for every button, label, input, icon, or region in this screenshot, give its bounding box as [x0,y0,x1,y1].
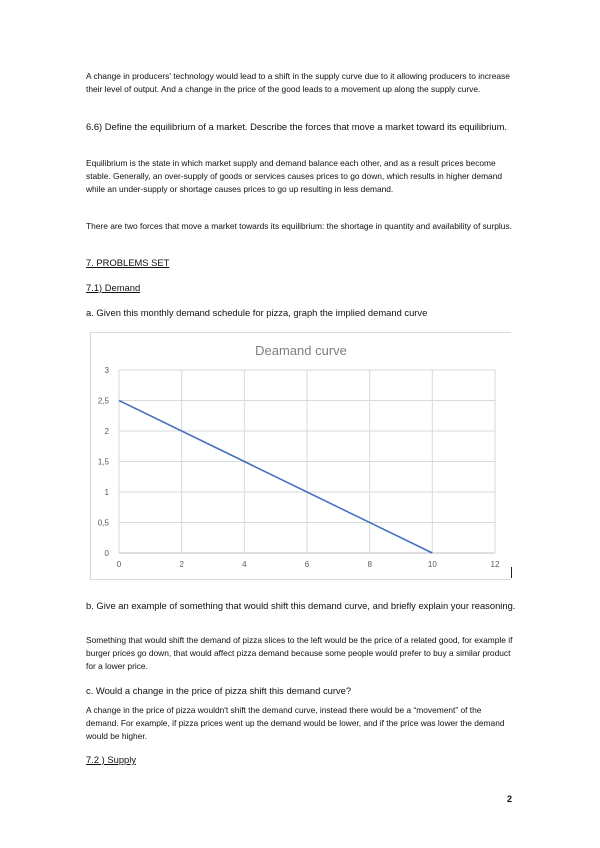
section-heading-problems-set: 7. PROBLEMS SET [86,257,170,268]
section-heading-demand: 7.1) Demand [86,282,141,293]
page-number: 2 [507,794,513,804]
y-tick-label: 3 [104,366,109,375]
demand-series-line [119,401,432,554]
x-tick-label: 6 [304,560,310,569]
y-tick-label: 2 [104,427,109,436]
question-b: b. Give an example of something that would shift this demand curve, and briefly explain your reasoning. [86,600,516,611]
x-tick-label: 12 [490,560,500,569]
demand-chart-svg [91,333,511,579]
answer-c: A change in the price of pizza wouldn't shift the demand curve, instead there would be a “movement” of the demand. For example, if pizza prices went up the demand would be lower, and if the price was lower the demand would be higher. [86,705,505,741]
y-tick-label: 1 [104,488,109,497]
x-tick-label: 0 [116,560,122,569]
x-tick-label: 2 [179,560,184,569]
x-tick-label: 4 [242,560,247,569]
x-tick-label: 10 [427,560,437,569]
answer-6-6-equilibrium: Equilibrium is the state in which market supply and demand balance each other, and as a result prices become stable. Generally, an over-supply of goods or services causes prices to go down, which results in higher demand while an under-supply or shortage causes prices to go up resulting in less demand. [86,158,503,194]
demand-chart [90,332,511,580]
answer-b: Something that would shift the demand of pizza slices to the left would be the price of a related good, for example if burger prices go down, that would affect pizza demand because some people would prefer to buy a similar product for a lower price. [86,635,513,671]
y-tick-label: 1,5 [97,457,109,467]
section-heading-supply: 7.2 ) Supply [86,754,137,765]
question-c: c. Would a change in the price of pizza shift this demand curve? [86,685,352,696]
chart-title: Deamand curve [255,343,347,358]
paragraph-supply-technology: A change in producers' technology would lead to a shift in the supply curve due to it allowing producers to increase their level of output. And a change in the price of the good leads to a movement up along the supply curve. [86,71,510,94]
question-6-6: 6.6) Define the equilibrium of a market. Describe the forces that move a market toward its equilibrium. [86,121,508,132]
y-tick-label: 0,5 [97,518,109,528]
text-cursor [511,567,512,578]
x-tick-label: 8 [367,560,372,569]
y-tick-label: 0 [104,549,109,558]
y-tick-label: 2,5 [97,396,109,406]
answer-6-6-forces: There are two forces that move a market towards its equilibrium: the shortage in quantity and availability of surplus. [86,221,512,231]
question-a: a. Given this monthly demand schedule for pizza, graph the implied demand curve [86,307,428,318]
